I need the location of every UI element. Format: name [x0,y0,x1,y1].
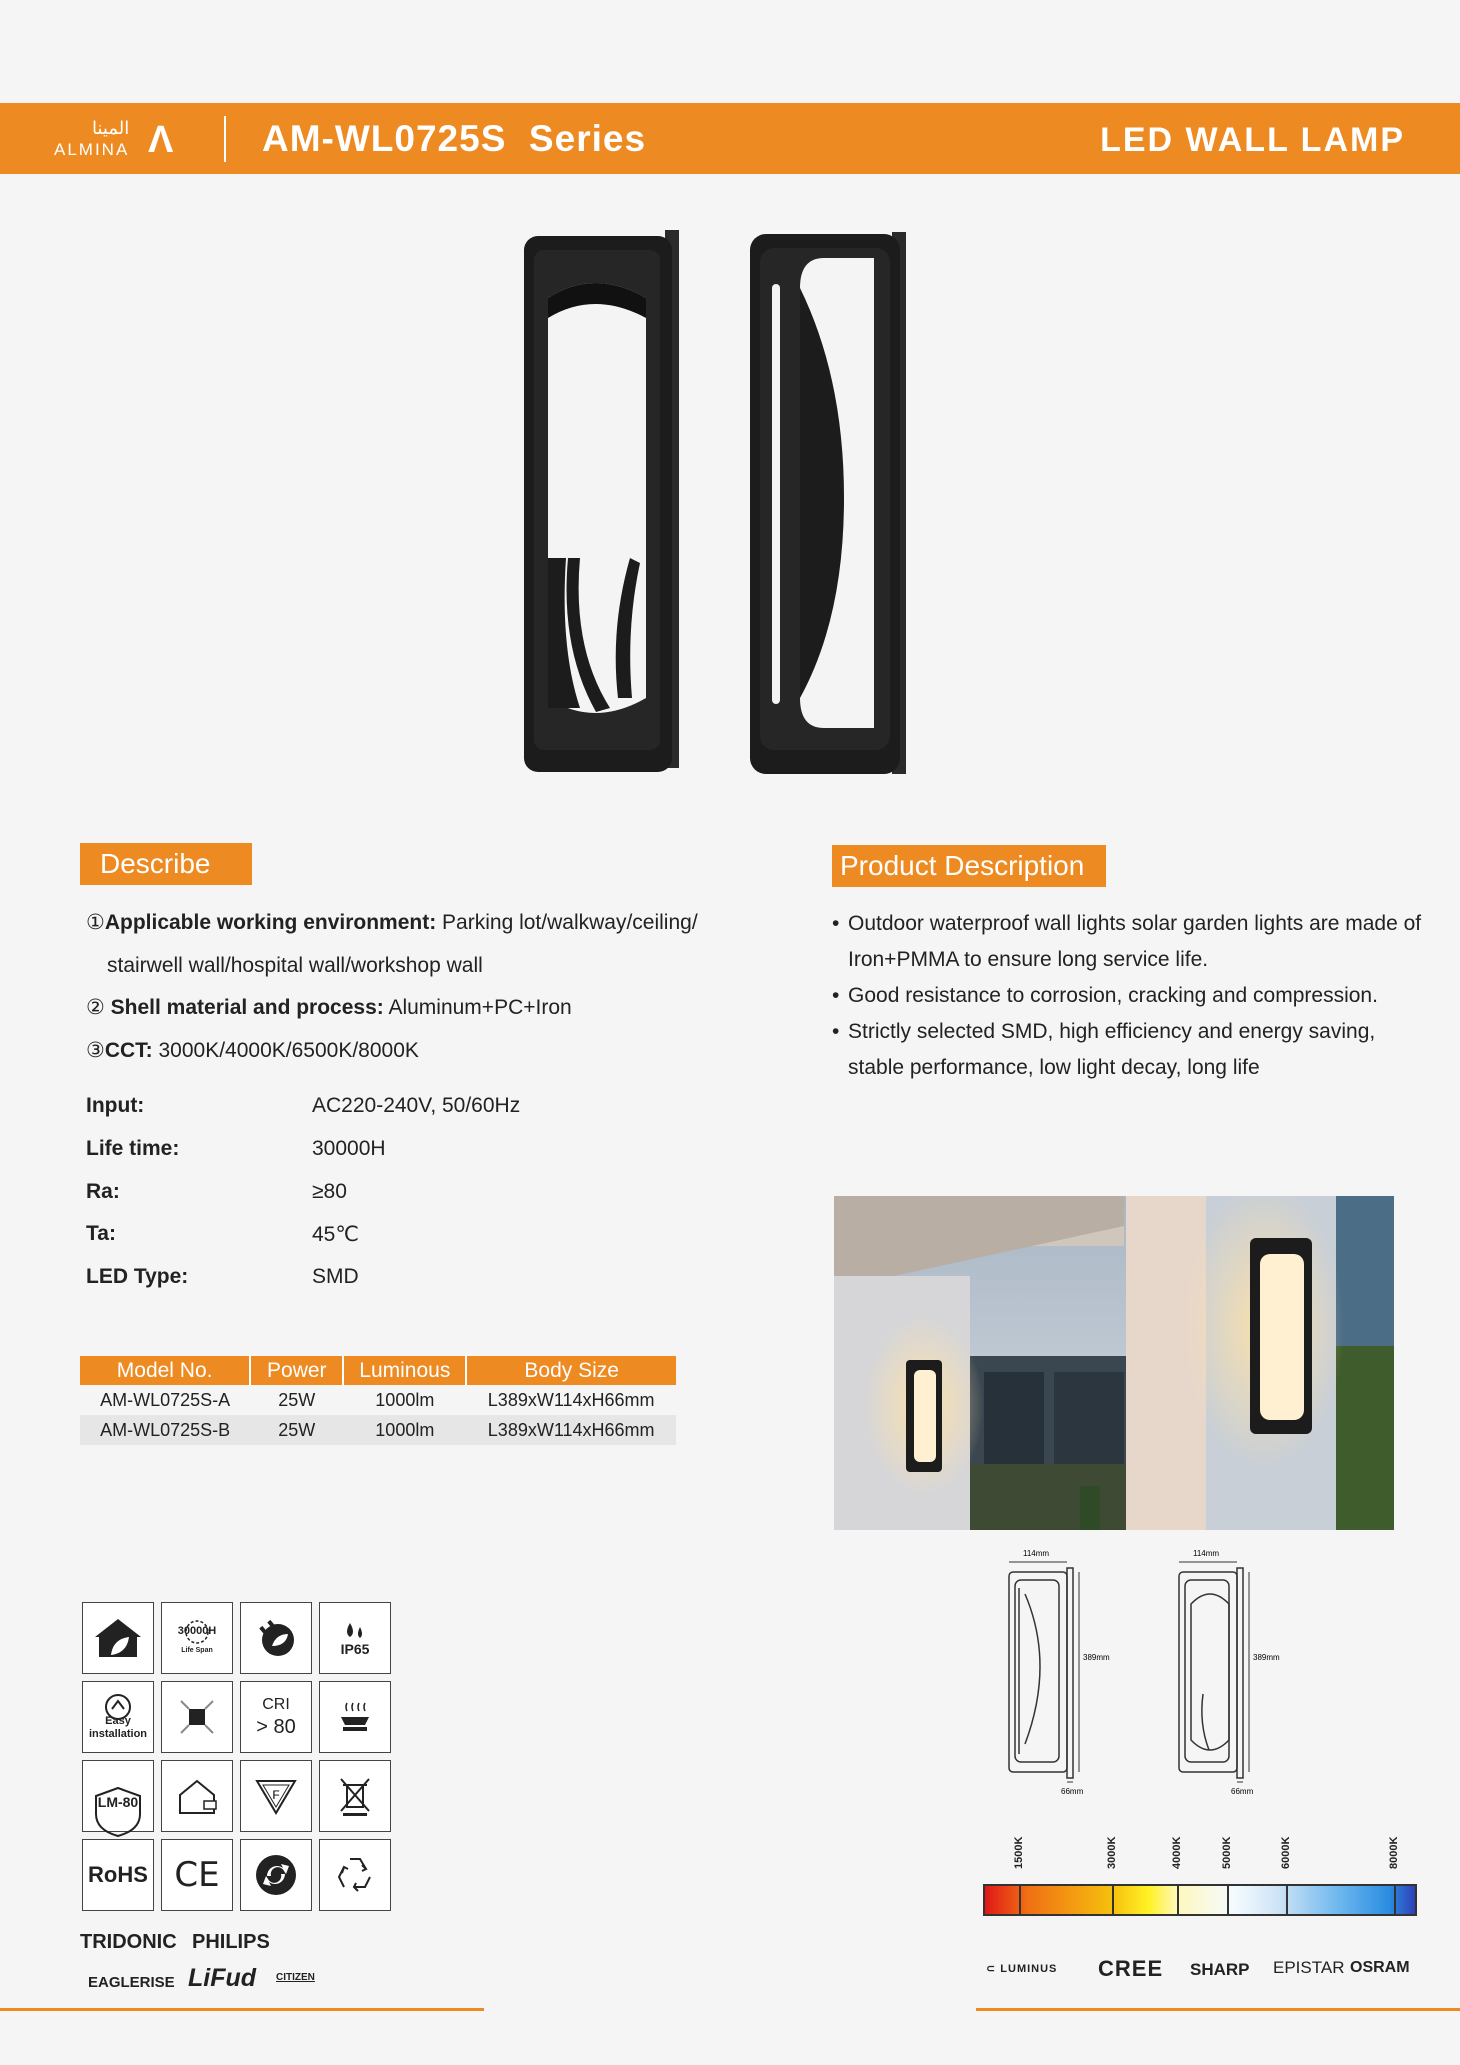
cct-label: 4000K [1171,1836,1183,1869]
cct-tick [1112,1886,1114,1914]
cct-label: 5000K [1221,1836,1233,1869]
bullet-dot: • [832,912,840,935]
product-description-heading: Product Description [832,845,1106,887]
dim-depth-a: 66mm [1061,1787,1084,1796]
installation-scene-photo [834,1196,1394,1530]
model-table [80,1356,676,1445]
cct-tick [1394,1886,1396,1914]
td-body-size: L389xW114xH66mm [487,1389,655,1410]
table-header-row [80,1356,676,1385]
brand-luminus [986,1962,1057,1975]
brand-tridonic: TRIDONIC [80,1931,177,1953]
lamp-a-illustration [524,230,679,772]
spec-value-ta: 45℃ [312,1223,359,1246]
cct-label: 3000K [1106,1836,1118,1869]
brand-eaglerise: EAGLERISE [88,1974,175,1991]
cri-label-text: CRI [262,1696,290,1713]
cct-color-bar [983,1884,1417,1916]
describe-heading: Describe [80,843,252,885]
td-luminous: 1000lm [343,1415,466,1445]
th-luminous: Luminous [343,1356,466,1385]
product-description-list [832,906,1432,1086]
cct-label: 1500K [1013,1836,1025,1869]
dimension-drawing [995,1544,1285,1796]
spec-value-ra: ≥80 [312,1180,347,1203]
dim-length-b: 389mm [1253,1653,1280,1662]
lamp-b-illustration [750,232,906,774]
easy-text: Easy [105,1715,131,1727]
installation-text: installation [88,1728,148,1740]
ip-rating-text: IP65 [340,1640,370,1657]
spec-label-input: Input: [86,1094,145,1117]
category-title: LED WALL LAMP [1100,121,1405,159]
ce-icon [161,1839,233,1911]
item-marker: ③ [86,1039,105,1062]
cct-tick [1019,1886,1021,1914]
item-value: Parking lot/walkway/ceiling/ [436,911,698,934]
spec-label-lifetime: Life time: [86,1137,180,1160]
table-row [80,1415,676,1445]
outdoor-home-icon [82,1602,154,1674]
weee-bin-icon [319,1760,391,1832]
lm80-text: LM-80 [97,1793,139,1810]
easy-installation-icon [82,1681,154,1753]
th-power: Power [250,1356,343,1385]
feature-icon-grid [82,1602,391,1911]
td-power: 25W [278,1389,316,1410]
heat-dissipation-icon [319,1681,391,1753]
f-mark-icon [240,1760,312,1832]
brand-latin: ALMINA [54,140,130,159]
td-model: AM-WL0725S-A [100,1389,231,1410]
brand-philips: PHILIPS [192,1931,270,1953]
recyclable-icon [319,1839,391,1911]
cri-value-text: > 80 [256,1716,296,1738]
life-hours-text: 30000H [177,1625,217,1637]
cct-tick [1227,1886,1229,1914]
item-label: CCT: [104,1039,153,1062]
cct-label: 6000K [1280,1836,1292,1869]
bullet-text: Strictly selected SMD, high efficiency and energy saving, stable performance, low light decay, long life [848,1020,1376,1079]
item-value: 3000K/4000K/6500K/8000K [152,1039,419,1062]
td-power: 25W [250,1415,343,1445]
item-marker: ① [86,911,105,934]
life-label-text: Life Span [181,1647,213,1654]
footer-line-right [976,2008,1460,2011]
dim-width-a: 114mm [1023,1549,1050,1558]
series-title: AM-WL0725S Series [262,118,647,159]
describe-item-1-cont [107,951,483,981]
bullet-3 [832,1014,1432,1086]
cct-tick [1177,1886,1179,1914]
item-value: stairwell wall/hospital wall/workshop wall [107,954,483,977]
rohs-text: RoHS [88,1862,148,1887]
table-row [80,1385,676,1415]
brand-mark: Λ [148,119,174,161]
indoor-home-icon [161,1760,233,1832]
recycle-icon [240,1839,312,1911]
brand-epistar: EPISTAR [1273,1958,1345,1977]
spec-label-ra: Ra: [86,1180,120,1203]
luminus-text: LUMINUS [1000,1963,1058,1975]
td-luminous: 1000lm [375,1389,435,1410]
describe-item-2 [86,993,572,1023]
brand-sharp: SHARP [1190,1960,1250,1979]
td-body-size: L389xW114xH66mm [466,1415,676,1445]
cct-tick [1286,1886,1288,1914]
ce-text: CE [174,1855,220,1895]
luminus-icon: ⊂ [986,1963,997,1975]
dim-width-b: 114mm [1193,1549,1220,1558]
dim-length-a: 389mm [1083,1653,1110,1662]
item-label: Applicable working environment: [104,911,437,934]
brand-cree: CREE [1098,1956,1164,1981]
dim-depth-b: 66mm [1231,1787,1254,1796]
ip65-icon [319,1602,391,1674]
spec-label-ledtype: LED Type: [86,1265,189,1288]
footer-line-left [0,2008,484,2011]
bullet-dot: • [832,1020,840,1043]
th-body-size: Body Size [466,1356,676,1385]
spec-label-ta: Ta: [86,1222,116,1245]
item-label: Shell material and process: [104,996,384,1019]
brand-logo [50,118,190,162]
cct-label: 8000K [1388,1836,1400,1869]
bullet-dot: • [832,984,840,1007]
life-span-icon [161,1602,233,1674]
td-model: AM-WL0725S-B [80,1415,250,1445]
item-marker: ② [86,996,105,1019]
spec-value-input: AC220-240V, 50/60Hz [312,1094,521,1117]
brand-osram: OSRAM [1350,1959,1410,1976]
brand-arabic: المينا [92,118,130,139]
brand-citizen: CITIZEN [276,1972,315,1983]
beam-angle-icon [161,1681,233,1753]
th-model: Model No. [80,1356,250,1385]
bullet-1 [832,906,1432,978]
header-divider [224,116,226,162]
item-value: Aluminum+PC+Iron [383,996,572,1019]
spec-value-lifetime: 30000H [312,1137,386,1160]
plug-leaf-icon [240,1602,312,1674]
product-photo [510,228,940,776]
describe-item-1 [86,908,698,938]
brand-lifud: LiFud [188,1964,257,1992]
lm80-icon [82,1760,154,1832]
cri-icon [240,1681,312,1753]
bullet-2 [832,978,1432,1014]
rohs-icon [82,1839,154,1911]
f-mark-text: F [272,1788,280,1802]
spec-value-ledtype: SMD [312,1265,359,1288]
bullet-text: Outdoor waterproof wall lights solar garden lights are made of Iron+PMMA to ensure long service life. [848,912,1422,971]
bullet-text: Good resistance to corrosion, cracking and compression. [848,984,1378,1007]
describe-item-3 [86,1036,419,1066]
